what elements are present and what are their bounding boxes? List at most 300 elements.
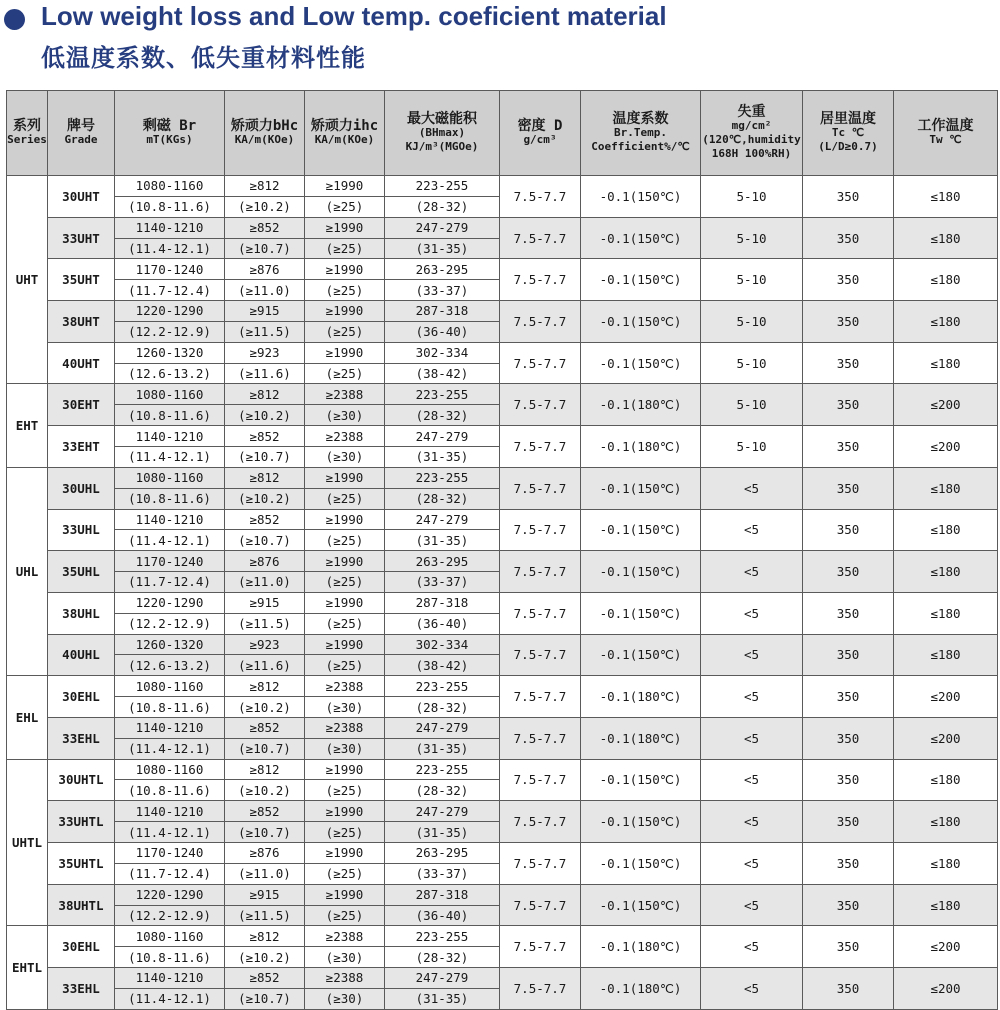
bhmax-mgoe-cell: (36-40) [385,321,500,342]
br-kgs-cell: (10.8-11.6) [115,780,225,801]
table-row [7,843,998,864]
temp-coefficient-cell: -0.1(150℃) [581,259,701,301]
ihc-cell: ≥1990 [305,217,385,238]
grade-cell: 30EHL [48,676,115,718]
weight-loss-cell: <5 [701,634,803,676]
ihc-koe-cell: (≥30) [305,738,385,759]
temp-coefficient-cell: -0.1(150℃) [581,551,701,593]
weight-loss-cell: <5 [701,884,803,926]
working-temp-cell: ≤180 [894,467,998,509]
ihc-cell: ≥1990 [305,259,385,280]
curie-temp-cell: 350 [803,342,894,384]
br-kgs-cell: (11.4-12.1) [115,988,225,1009]
temp-coefficient-cell: -0.1(150℃) [581,509,701,551]
br-cell: 1140-1210 [115,509,225,530]
temp-coefficient-cell: -0.1(150℃) [581,301,701,343]
bhc-koe-cell: (≥10.2) [225,488,305,509]
weight-loss-cell: <5 [701,592,803,634]
weight-loss-cell: 5-10 [701,342,803,384]
bhc-cell: ≥852 [225,217,305,238]
br-kgs-cell: (12.2-12.9) [115,321,225,342]
weight-loss-cell: <5 [701,843,803,885]
br-cell: 1140-1210 [115,426,225,447]
bhc-koe-cell: (≥10.2) [225,196,305,217]
density-cell: 7.5-7.7 [500,551,581,593]
series-cell: UHTL [7,759,48,926]
br-kgs-cell: (12.2-12.9) [115,613,225,634]
bhc-cell: ≥812 [225,926,305,947]
density-cell: 7.5-7.7 [500,676,581,718]
working-temp-cell: ≤200 [894,676,998,718]
br-cell: 1170-1240 [115,551,225,572]
ihc-koe-cell: (≥25) [305,780,385,801]
header-temp-coefficient: 温度系数 Br.Temp. Coefficient%/℃ [581,91,701,176]
temp-coefficient-cell: -0.1(180℃) [581,426,701,468]
br-cell: 1080-1160 [115,176,225,197]
bhmax-cell: 263-295 [385,551,500,572]
ihc-koe-cell: (≥25) [305,363,385,384]
bhmax-mgoe-cell: (31-35) [385,530,500,551]
table-row [7,384,998,405]
bhc-cell: ≥812 [225,759,305,780]
temp-coefficient-cell: -0.1(180℃) [581,717,701,759]
ihc-cell: ≥1990 [305,634,385,655]
bhc-koe-cell: (≥10.2) [225,405,305,426]
br-kgs-cell: (10.8-11.6) [115,488,225,509]
table-row [7,342,998,363]
header-weight-loss: 失重 mg/cm² (120℃,humidity 168H 100%RH) [701,91,803,176]
ihc-cell: ≥1990 [305,551,385,572]
weight-loss-cell: <5 [701,801,803,843]
br-cell: 1220-1290 [115,592,225,613]
br-kgs-cell: (11.7-12.4) [115,280,225,301]
density-cell: 7.5-7.7 [500,384,581,426]
ihc-koe-cell: (≥30) [305,947,385,968]
curie-temp-cell: 350 [803,592,894,634]
density-cell: 7.5-7.7 [500,717,581,759]
ihc-cell: ≥1990 [305,509,385,530]
curie-temp-cell: 350 [803,843,894,885]
bhmax-cell: 287-318 [385,592,500,613]
grade-cell: 30UHT [48,176,115,218]
table-row [7,592,998,613]
table-header-row [7,91,998,176]
curie-temp-cell: 350 [803,384,894,426]
bhmax-cell: 247-279 [385,426,500,447]
weight-loss-cell: 5-10 [701,176,803,218]
bhmax-cell: 223-255 [385,676,500,697]
curie-temp-cell: 350 [803,968,894,1010]
bhc-koe-cell: (≥11.6) [225,655,305,676]
density-cell: 7.5-7.7 [500,592,581,634]
working-temp-cell: ≤180 [894,634,998,676]
bhc-cell: ≥852 [225,801,305,822]
grade-cell: 38UHL [48,592,115,634]
curie-temp-cell: 350 [803,676,894,718]
bhmax-cell: 223-255 [385,467,500,488]
bhmax-cell: 247-279 [385,509,500,530]
br-kgs-cell: (11.4-12.1) [115,738,225,759]
br-kgs-cell: (11.4-12.1) [115,530,225,551]
grade-cell: 33EHL [48,968,115,1010]
bhc-cell: ≥852 [225,968,305,989]
table-row [7,676,998,697]
table-row [7,801,998,822]
temp-coefficient-cell: -0.1(150℃) [581,634,701,676]
br-kgs-cell: (10.8-11.6) [115,947,225,968]
bhc-cell: ≥852 [225,509,305,530]
density-cell: 7.5-7.7 [500,759,581,801]
ihc-cell: ≥1990 [305,467,385,488]
header-series: 系列 Series [7,91,48,176]
density-cell: 7.5-7.7 [500,884,581,926]
ihc-koe-cell: (≥25) [305,572,385,593]
header-bhmax: 最大磁能积 (BHmax) KJ/m³(MGOe) [385,91,500,176]
working-temp-cell: ≤180 [894,843,998,885]
density-cell: 7.5-7.7 [500,467,581,509]
material-spec-table [6,90,998,1010]
weight-loss-cell: 5-10 [701,259,803,301]
grade-cell: 33UHTL [48,801,115,843]
br-cell: 1170-1240 [115,259,225,280]
grade-cell: 33UHT [48,217,115,259]
grade-cell: 30EHT [48,384,115,426]
working-temp-cell: ≤180 [894,509,998,551]
bhmax-cell: 223-255 [385,384,500,405]
density-cell: 7.5-7.7 [500,301,581,343]
density-cell: 7.5-7.7 [500,426,581,468]
working-temp-cell: ≤180 [894,259,998,301]
temp-coefficient-cell: -0.1(150℃) [581,176,701,218]
bhc-koe-cell: (≥10.7) [225,988,305,1009]
bhmax-mgoe-cell: (28-32) [385,780,500,801]
br-cell: 1080-1160 [115,926,225,947]
header-ihc: 矫顽力ihc KA/m(KOe) [305,91,385,176]
temp-coefficient-cell: -0.1(150℃) [581,342,701,384]
bhmax-mgoe-cell: (28-32) [385,697,500,718]
ihc-cell: ≥2388 [305,926,385,947]
br-kgs-cell: (10.8-11.6) [115,196,225,217]
ihc-cell: ≥2388 [305,717,385,738]
bhc-koe-cell: (≥11.0) [225,280,305,301]
bhmax-cell: 287-318 [385,884,500,905]
bhc-koe-cell: (≥10.7) [225,738,305,759]
curie-temp-cell: 350 [803,467,894,509]
bhc-cell: ≥812 [225,676,305,697]
bhmax-mgoe-cell: (38-42) [385,363,500,384]
density-cell: 7.5-7.7 [500,634,581,676]
grade-cell: 33UHL [48,509,115,551]
header-grade: 牌号 Grade [48,91,115,176]
series-cell: EHT [7,384,48,467]
br-cell: 1220-1290 [115,884,225,905]
table-row [7,634,998,655]
curie-temp-cell: 350 [803,509,894,551]
grade-cell: 40UHT [48,342,115,384]
table-row [7,717,998,738]
br-kgs-cell: (12.6-13.2) [115,655,225,676]
working-temp-cell: ≤200 [894,926,998,968]
series-cell: UHL [7,467,48,675]
curie-temp-cell: 350 [803,259,894,301]
ihc-koe-cell: (≥25) [305,530,385,551]
br-cell: 1170-1240 [115,843,225,864]
br-kgs-cell: (11.4-12.1) [115,446,225,467]
density-cell: 7.5-7.7 [500,843,581,885]
working-temp-cell: ≤180 [894,551,998,593]
ihc-koe-cell: (≥25) [305,655,385,676]
bhmax-cell: 263-295 [385,843,500,864]
bhmax-cell: 247-279 [385,217,500,238]
bhc-koe-cell: (≥11.6) [225,363,305,384]
bhc-koe-cell: (≥11.5) [225,905,305,926]
header-bhc: 矫顽力bHc KA/m(KOe) [225,91,305,176]
br-cell: 1260-1320 [115,634,225,655]
table-row [7,968,998,989]
bhmax-cell: 247-279 [385,801,500,822]
grade-cell: 30UHL [48,467,115,509]
br-cell: 1080-1160 [115,467,225,488]
ihc-cell: ≥1990 [305,801,385,822]
weight-loss-cell: 5-10 [701,384,803,426]
bhc-koe-cell: (≥11.0) [225,572,305,593]
bhc-koe-cell: (≥11.5) [225,613,305,634]
bhc-cell: ≥915 [225,301,305,322]
table-row [7,176,998,197]
grade-cell: 38UHTL [48,884,115,926]
bhmax-cell: 223-255 [385,176,500,197]
bhc-cell: ≥876 [225,259,305,280]
bhmax-mgoe-cell: (28-32) [385,405,500,426]
weight-loss-cell: <5 [701,509,803,551]
bhmax-mgoe-cell: (31-35) [385,988,500,1009]
grade-cell: 38UHT [48,301,115,343]
grade-cell: 35UHL [48,551,115,593]
bhmax-cell: 223-255 [385,759,500,780]
temp-coefficient-cell: -0.1(150℃) [581,759,701,801]
bhc-cell: ≥812 [225,176,305,197]
table-row [7,884,998,905]
weight-loss-cell: 5-10 [701,426,803,468]
bhmax-mgoe-cell: (28-32) [385,488,500,509]
grade-cell: 35UHTL [48,843,115,885]
ihc-koe-cell: (≥30) [305,446,385,467]
br-kgs-cell: (11.7-12.4) [115,572,225,593]
bhc-cell: ≥852 [225,426,305,447]
density-cell: 7.5-7.7 [500,968,581,1010]
curie-temp-cell: 350 [803,301,894,343]
br-kgs-cell: (12.2-12.9) [115,905,225,926]
br-cell: 1140-1210 [115,968,225,989]
curie-temp-cell: 350 [803,176,894,218]
temp-coefficient-cell: -0.1(150℃) [581,467,701,509]
br-kgs-cell: (12.6-13.2) [115,363,225,384]
table-row [7,759,998,780]
ihc-cell: ≥2388 [305,676,385,697]
header-density: 密度 D g/cm³ [500,91,581,176]
title-chinese: 低温度系数、低失重材料性能 [41,44,366,72]
table-row [7,551,998,572]
ihc-cell: ≥1990 [305,884,385,905]
bhmax-cell: 302-334 [385,342,500,363]
br-cell: 1140-1210 [115,717,225,738]
curie-temp-cell: 350 [803,759,894,801]
temp-coefficient-cell: -0.1(150℃) [581,217,701,259]
bhc-cell: ≥852 [225,717,305,738]
bhmax-mgoe-cell: (33-37) [385,280,500,301]
br-kgs-cell: (11.7-12.4) [115,863,225,884]
density-cell: 7.5-7.7 [500,176,581,218]
ihc-koe-cell: (≥25) [305,613,385,634]
ihc-cell: ≥1990 [305,759,385,780]
density-cell: 7.5-7.7 [500,217,581,259]
bhmax-mgoe-cell: (38-42) [385,655,500,676]
bhmax-mgoe-cell: (31-35) [385,446,500,467]
ihc-koe-cell: (≥25) [305,822,385,843]
curie-temp-cell: 350 [803,926,894,968]
bhc-koe-cell: (≥10.2) [225,947,305,968]
bhc-cell: ≥915 [225,592,305,613]
grade-cell: 35UHT [48,259,115,301]
ihc-koe-cell: (≥30) [305,697,385,718]
density-cell: 7.5-7.7 [500,259,581,301]
weight-loss-cell: <5 [701,467,803,509]
weight-loss-cell: <5 [701,717,803,759]
bhc-koe-cell: (≥10.2) [225,697,305,718]
curie-temp-cell: 350 [803,717,894,759]
curie-temp-cell: 350 [803,801,894,843]
table-row [7,217,998,238]
bhc-koe-cell: (≥10.7) [225,446,305,467]
bhc-cell: ≥923 [225,634,305,655]
curie-temp-cell: 350 [803,426,894,468]
working-temp-cell: ≤180 [894,342,998,384]
br-kgs-cell: (11.4-12.1) [115,238,225,259]
temp-coefficient-cell: -0.1(150℃) [581,884,701,926]
bhc-cell: ≥812 [225,467,305,488]
weight-loss-cell: <5 [701,968,803,1010]
curie-temp-cell: 350 [803,217,894,259]
header-curie-temp: 居里温度 Tc ℃ (L/D≥0.7) [803,91,894,176]
ihc-koe-cell: (≥30) [305,405,385,426]
bhmax-mgoe-cell: (36-40) [385,613,500,634]
ihc-koe-cell: (≥25) [305,905,385,926]
br-kgs-cell: (10.8-11.6) [115,405,225,426]
table-row [7,301,998,322]
bhmax-cell: 287-318 [385,301,500,322]
ihc-koe-cell: (≥25) [305,863,385,884]
ihc-cell: ≥1990 [305,592,385,613]
header-working-temp: 工作温度 Tw ℃ [894,91,998,176]
working-temp-cell: ≤200 [894,426,998,468]
table-row [7,426,998,447]
table-row [7,509,998,530]
bhc-koe-cell: (≥10.2) [225,780,305,801]
br-kgs-cell: (10.8-11.6) [115,697,225,718]
br-cell: 1260-1320 [115,342,225,363]
bhmax-cell: 247-279 [385,968,500,989]
grade-cell: 33EHL [48,717,115,759]
working-temp-cell: ≤180 [894,176,998,218]
bhc-koe-cell: (≥11.0) [225,863,305,884]
density-cell: 7.5-7.7 [500,509,581,551]
grade-cell: 33EHT [48,426,115,468]
weight-loss-cell: <5 [701,676,803,718]
ihc-cell: ≥1990 [305,301,385,322]
working-temp-cell: ≤200 [894,384,998,426]
bhc-cell: ≥812 [225,384,305,405]
ihc-koe-cell: (≥25) [305,196,385,217]
ihc-cell: ≥1990 [305,342,385,363]
br-cell: 1080-1160 [115,676,225,697]
weight-loss-cell: 5-10 [701,301,803,343]
curie-temp-cell: 350 [803,551,894,593]
bhmax-mgoe-cell: (31-35) [385,822,500,843]
density-cell: 7.5-7.7 [500,801,581,843]
bhmax-cell: 263-295 [385,259,500,280]
ihc-koe-cell: (≥25) [305,321,385,342]
bhc-koe-cell: (≥11.5) [225,321,305,342]
bhc-cell: ≥876 [225,551,305,572]
title-english: Low weight loss and Low temp. coeficient material [41,1,667,31]
ihc-cell: ≥2388 [305,384,385,405]
working-temp-cell: ≤180 [894,592,998,634]
weight-loss-cell: 5-10 [701,217,803,259]
bhc-koe-cell: (≥10.7) [225,238,305,259]
working-temp-cell: ≤180 [894,759,998,801]
table-row [7,259,998,280]
temp-coefficient-cell: -0.1(150℃) [581,843,701,885]
working-temp-cell: ≤200 [894,717,998,759]
grade-cell: 30EHL [48,926,115,968]
bhmax-cell: 302-334 [385,634,500,655]
working-temp-cell: ≤180 [894,301,998,343]
working-temp-cell: ≤180 [894,217,998,259]
bhmax-cell: 247-279 [385,717,500,738]
table-body [7,176,998,1010]
ihc-koe-cell: (≥30) [305,988,385,1009]
temp-coefficient-cell: -0.1(150℃) [581,801,701,843]
bhc-koe-cell: (≥10.7) [225,822,305,843]
br-cell: 1140-1210 [115,801,225,822]
ihc-koe-cell: (≥25) [305,488,385,509]
page-header [0,0,1000,84]
temp-coefficient-cell: -0.1(180℃) [581,384,701,426]
ihc-cell: ≥2388 [305,426,385,447]
bhmax-mgoe-cell: (31-35) [385,238,500,259]
table-row [7,926,998,947]
table-row [7,467,998,488]
bhc-cell: ≥876 [225,843,305,864]
ihc-cell: ≥1990 [305,176,385,197]
header-br: 剩磁 Br mT(KGs) [115,91,225,176]
grade-cell: 40UHL [48,634,115,676]
bhc-cell: ≥915 [225,884,305,905]
weight-loss-cell: <5 [701,759,803,801]
series-cell: UHT [7,176,48,384]
br-cell: 1140-1210 [115,217,225,238]
curie-temp-cell: 350 [803,634,894,676]
temp-coefficient-cell: -0.1(150℃) [581,592,701,634]
bhmax-mgoe-cell: (28-32) [385,947,500,968]
bullet-icon [4,9,25,30]
bhmax-mgoe-cell: (33-37) [385,572,500,593]
br-kgs-cell: (11.4-12.1) [115,822,225,843]
working-temp-cell: ≤180 [894,801,998,843]
ihc-koe-cell: (≥25) [305,238,385,259]
bhmax-cell: 223-255 [385,926,500,947]
ihc-cell: ≥1990 [305,843,385,864]
